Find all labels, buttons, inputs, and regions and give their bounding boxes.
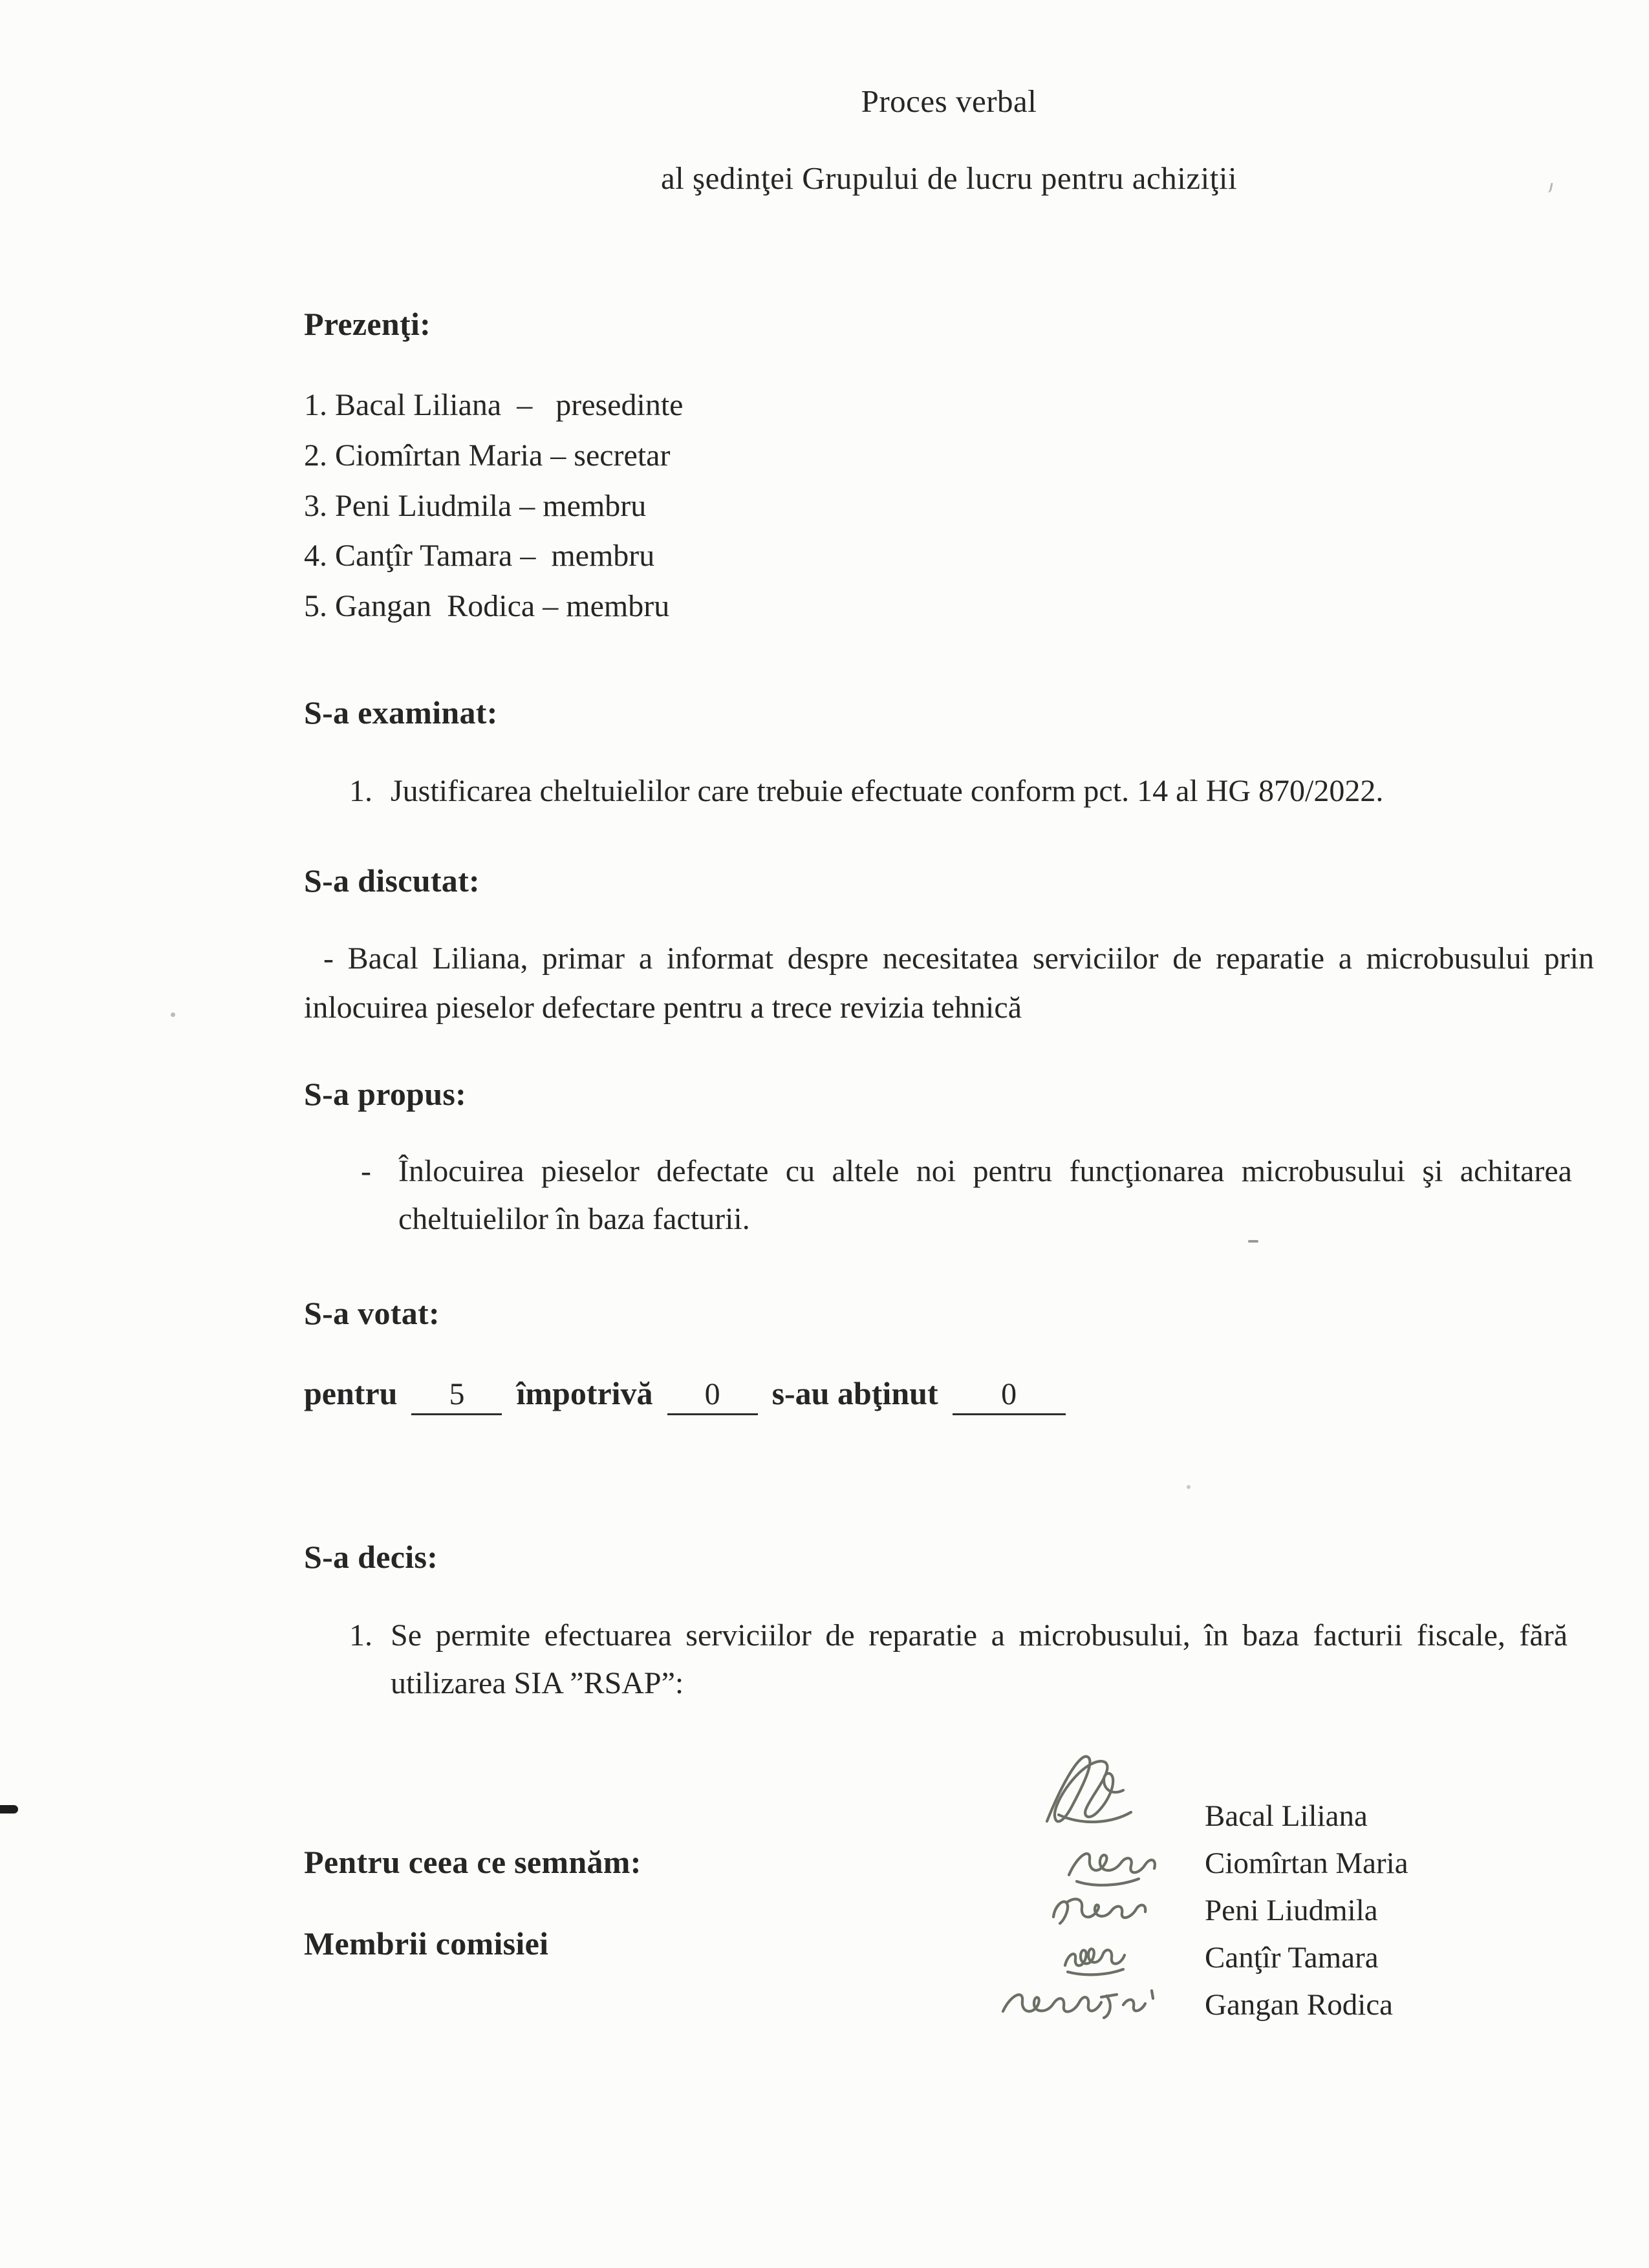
vote-abstain-label: s-au abţinut	[771, 1375, 938, 1411]
examined-item-text: Justificarea cheltuielilor care trebuie efectuate conform pct. 14 al HG 870/2022.	[391, 773, 1384, 808]
proposed-item-bullet: -	[361, 1153, 371, 1188]
handwritten-signature-icon	[1012, 1934, 1193, 1981]
decided-item-number: 1.	[349, 1618, 372, 1653]
proposed-item	[361, 1148, 1594, 1244]
signature-row-cantir	[1012, 1934, 1408, 1981]
decided-item	[349, 1612, 1594, 1708]
examined-item-number: 1.	[349, 773, 372, 808]
present-heading: Prezenţi:	[304, 306, 431, 342]
discussed-paragraph: - Bacal Liliana, primar a informat despre necesitatea serviciilor de reparatie a microbusului prin inlocuirea pieselor defectare pentru a trece revizia tehnică	[304, 941, 1594, 1025]
decided-item-text: Se permite efectuarea serviciilor de reparatie a microbusului, în baza facturii fiscale, fără utilizarea SIA ”RSAP”:	[391, 1618, 1568, 1700]
present-member-3: 3. Peni Liudmila – membru	[304, 488, 647, 523]
document-title: Proces verbal	[861, 83, 1037, 119]
present-member-2: 2. Ciomîrtan Maria – secretar	[304, 438, 671, 473]
closing-sign-heading: Pentru ceea ce semnăm:	[304, 1844, 641, 1881]
signature-name: Peni Liudmila	[1205, 1893, 1378, 1927]
signature-row-peni	[1012, 1887, 1408, 1934]
signature-name: Gangan Rodica	[1205, 1987, 1394, 2022]
proposed-heading: S-a propus:	[304, 1075, 467, 1112]
scan-artifact	[171, 1012, 175, 1017]
present-member-1: 1. Bacal Liliana – presedinte	[304, 388, 684, 422]
signature-row-ciomirtan	[1012, 1839, 1408, 1887]
handwritten-signature-icon	[1012, 1776, 1193, 1823]
handwritten-signature-icon	[1012, 1840, 1193, 1887]
present-list	[304, 380, 1594, 632]
decided-heading: S-a decis:	[304, 1538, 438, 1575]
vote-line	[304, 1375, 1594, 1415]
handwritten-signature-icon	[999, 1982, 1193, 2028]
document-subtitle: al şedinţei Grupului de lucru pentru achiziţii	[660, 160, 1238, 196]
signature-name: Ciomîrtan Maria	[1205, 1846, 1408, 1880]
signature-name: Bacal Liliana	[1205, 1799, 1368, 1833]
present-member-4: 4. Canţîr Tamara – membru	[304, 539, 655, 573]
vote-against-value: 0	[667, 1376, 758, 1415]
scan-artifact	[1187, 1485, 1191, 1489]
voted-heading: S-a votat:	[304, 1294, 440, 1331]
vote-against-label: împotrivă	[516, 1375, 653, 1411]
vote-for-label: pentru	[304, 1375, 398, 1411]
document-content	[304, 0, 1594, 1962]
signature-row-bacal	[1012, 1792, 1408, 1839]
signature-row-gangan	[1012, 1981, 1408, 2028]
signatures-block	[1012, 1792, 1408, 2028]
vote-for-value: 5	[411, 1376, 502, 1415]
closing-members-heading: Membrii comisiei	[304, 1925, 549, 1962]
discussed-heading: S-a discutat:	[304, 862, 480, 899]
examined-heading: S-a examinat:	[304, 694, 498, 731]
signature-name: Canţîr Tamara	[1205, 1940, 1379, 1974]
vote-abstain-value: 0	[953, 1376, 1066, 1415]
handwritten-signature-icon	[1012, 1887, 1193, 1934]
scan-artifact	[1248, 1240, 1258, 1243]
present-member-5: 5. Gangan Rodica – membru	[304, 589, 670, 623]
examined-item	[349, 767, 1594, 815]
scan-artifact	[0, 1805, 18, 1813]
proposed-item-text: Înlocuirea pieselor defectate cu altele noi pentru funcţionarea microbusului şi achitarea cheltuielilor în baza facturii.	[398, 1153, 1572, 1237]
